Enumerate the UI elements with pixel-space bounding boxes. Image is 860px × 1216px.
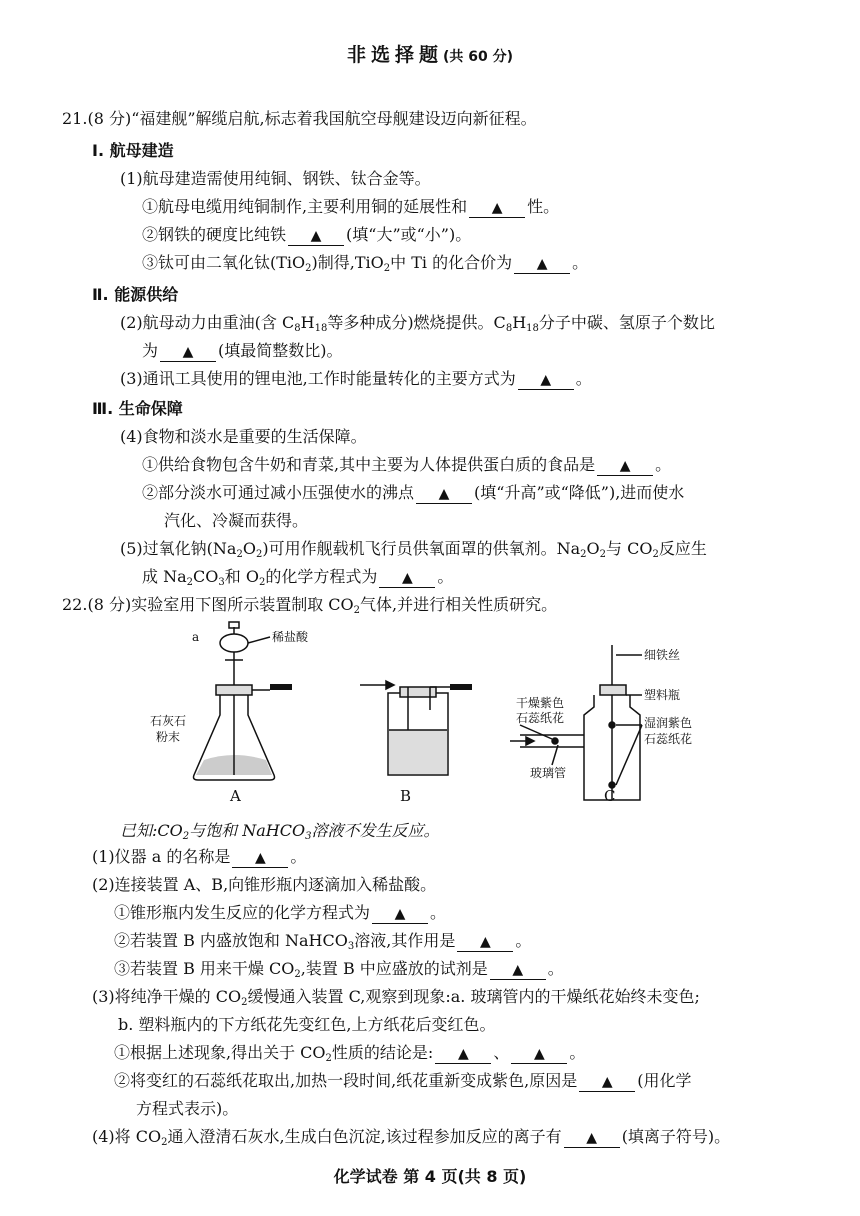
q22-head: 22.(8 分)实验室用下图所示装置制取 $CO_2$气体,并进行相关性质研究。 [62,595,558,616]
q21-p1c: ③钛可由二氧化钛(TiO$_2$)制得,TiO$_2$中 Ti 的化合价为▲ 。 [142,252,588,274]
q22-s3a: ①根据上述现象,得出关于 $CO_2$性质的结论是:▲ 、▲ 。 [114,1042,585,1064]
q21-p1: (1)航母建造需使用纯铜、钢铁、钛合金等。 [120,169,431,188]
label-wire: 细铁丝 [644,648,681,662]
q21-p5-line2: 成 $Na_2CO_3$和 $O_2$的化学方程式为▲ 。 [142,566,453,588]
q21-part3-title: Ⅲ. 生命保障 [92,399,183,418]
answer-blank[interactable] [579,1072,635,1092]
q21-part2-title: Ⅱ. 能源供给 [92,285,179,304]
q22-s2c: ③若装置 B 用来干燥 $CO_2$,装置 B 中应盛放的试剂是▲ 。 [114,958,564,980]
section-title [0,40,860,67]
label-bottle: 塑料瓶 [644,688,681,702]
q21-p5-line1: (5)过氧化钠$(Na_2O_2)$可用作舰载机飞行员供氧面罩的供氧剂。$Na_2O_2$与 $CO_2$反应生 [120,539,707,560]
q21-p2-line1: (2)航母动力由重油(含 $C_8H_{18}$等多种成分)燃烧提供。$C_8H_{18}$分子中碳、氢原子个数比 [120,313,715,334]
page-footer: 化学试卷 第 4 页(共 8 页) [333,1167,527,1186]
answer-blank[interactable] [490,960,546,980]
answer-blank[interactable] [372,904,428,924]
q22-s3-line2: b. 塑料瓶内的下方纸花先变红色,上方纸花后变红色。 [118,1015,496,1034]
caption-c: C [604,787,616,805]
section-title-text: 非选择题 [346,44,443,66]
section-points: (共 60 分) [442,49,514,65]
caption-a: A [230,787,241,805]
label-wet-2: 石蕊纸花 [644,732,693,746]
q22-s2b: ②若装置 B 内盛放饱和 NaHCO$_3$溶液,其作用是▲ 。 [114,930,531,952]
q22-s3b: ②将变红的石蕊纸花取出,加热一段时间,纸花重新变成紫色,原因是▲ (用化学 [114,1070,692,1092]
answer-blank[interactable] [597,456,653,476]
label-lime-1: 石灰石 [150,714,187,728]
apparatus-figure [150,615,700,815]
q21-p2-line2: 为▲ (填最简整数比)。 [142,340,343,362]
answer-blank[interactable] [288,226,344,246]
label-tube: 玻璃管 [530,766,567,780]
answer-blank[interactable] [564,1128,620,1148]
q22-s2a: ①锥形瓶内发生反应的化学方程式为▲ 。 [114,902,446,924]
q21-p1a: ①航母电缆用纯铜制作,主要利用铜的延展性和▲ 性。 [142,196,559,218]
q22-s1: (1)仪器 a 的名称是▲ 。 [92,846,306,868]
label-lime-2: 粉末 [156,730,181,744]
apparatus-a [194,622,293,780]
q21-p4a: ①供给食物包含牛奶和青菜,其中主要为人体提供蛋白质的食品是▲ 。 [142,454,671,476]
q21-p3: (3)通讯工具使用的锂电池,工作时能量转化的主要方式为▲ 。 [120,368,592,390]
answer-blank[interactable] [232,848,288,868]
label-a: a [192,630,200,644]
answer-blank[interactable] [514,254,570,274]
label-dry-1: 干燥紫色 [516,696,565,710]
q22-s2: (2)连接装置 A、B,向锥形瓶内逐滴加入稀盐酸。 [92,875,437,894]
label-wet-1: 湿润紫色 [644,716,693,730]
label-acid: 稀盐酸 [272,630,309,644]
answer-blank[interactable] [160,342,216,362]
caption-b: B [400,787,412,805]
q22-s3b-line2: 方程式表示)。 [136,1099,239,1118]
q21-p4b-line2: 汽化、冷凝而获得。 [164,511,309,530]
q22-s3-line1: (3)将纯净干燥的 $CO_2$缓慢通入装置 C,观察到现象:a. 玻璃管内的干燥纸花始终未变色; [92,987,700,1008]
answer-blank[interactable] [435,1044,491,1064]
apparatus-b [360,681,472,775]
answer-blank[interactable] [416,484,472,504]
answer-blank[interactable] [379,568,435,588]
answer-blank[interactable] [457,932,513,952]
q21-part1-title: Ⅰ. 航母建造 [92,141,174,160]
q21-p4: (4)食物和淡水是重要的生活保障。 [120,427,367,446]
answer-blank[interactable] [511,1044,567,1064]
q22-known: 已知$:CO_2$与饱和 NaHCO$_3$溶液不发生反应。 [120,821,440,842]
answer-blank[interactable] [469,198,525,218]
q21-p1b: ②钢铁的硬度比纯铁▲ (填“大”或“小”)。 [142,224,471,246]
q22-s4: (4)将 $CO_2$通入澄清石灰水,生成白色沉淀,该过程参加反应的离子有▲ (填离子符号)。 [92,1126,730,1148]
q21-head: 21.(8 分)“福建舰”解缆启航,标志着我国航空母舰建设迈向新征程。 [62,109,537,128]
label-dry-2: 石蕊纸花 [516,711,565,725]
answer-blank[interactable] [518,370,574,390]
q21-p4b: ②部分淡水可通过减小压强使水的沸点▲ (填“升高”或“降低”),进而使水 [142,482,684,504]
